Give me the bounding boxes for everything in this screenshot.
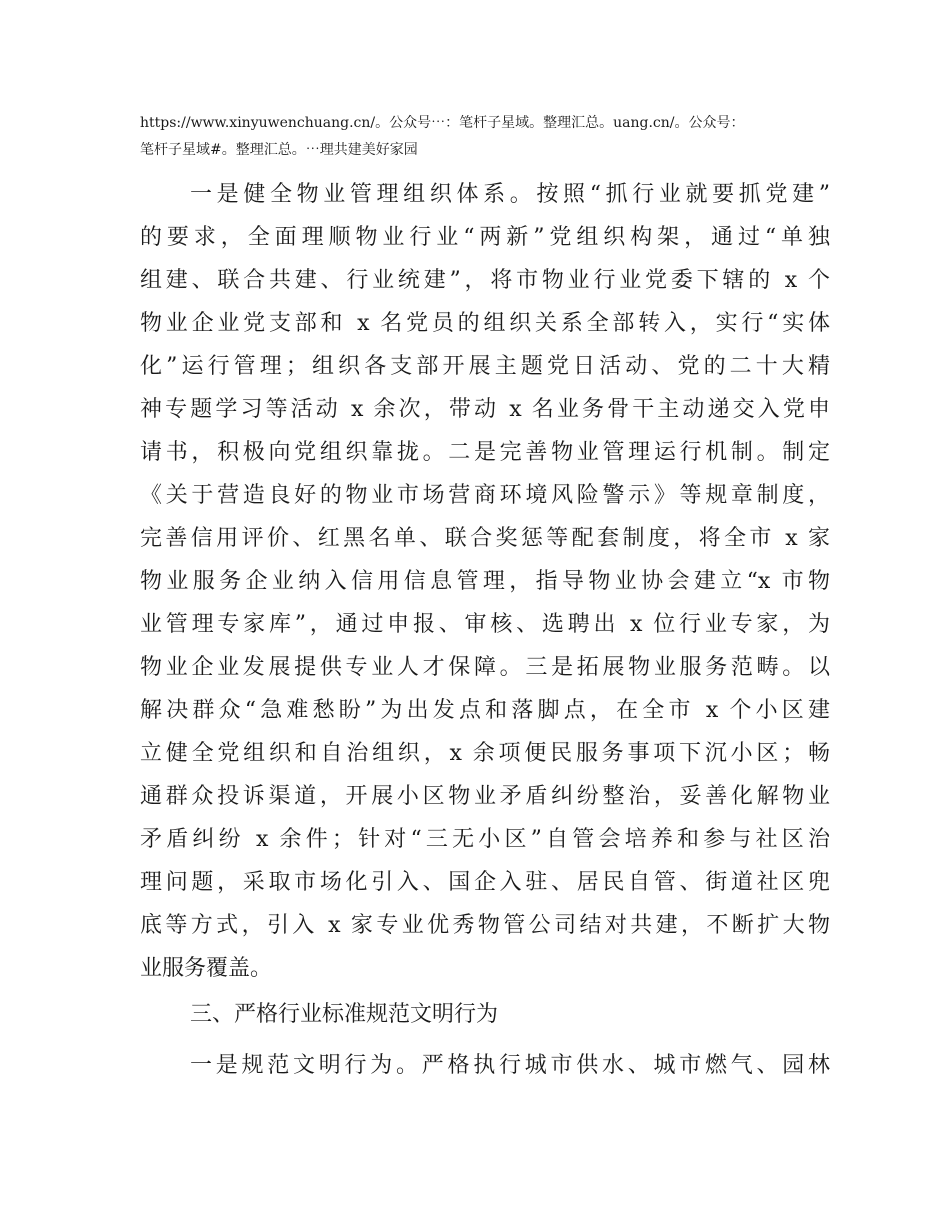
paragraph-line: 《关于营造良好的物业市场营商环境风险警示》等规章制度， xyxy=(140,483,830,508)
paragraph-line: 完善信用评价、红黑名单、联合奖惩等配套制度，将全市 x 家 xyxy=(140,526,830,551)
paragraph-line: 立健全党组织和自治组织，x 余项便民服务事项下沉小区；畅 xyxy=(140,741,830,766)
paragraph-line: 化”运行管理；组织各支部开展主题党日活动、党的二十大精 xyxy=(140,354,830,379)
paragraph-2-line: 一是规范文明行为。严格执行城市供水、城市燃气、园林 xyxy=(190,1053,830,1078)
paragraph-line: 神专题学习等活动 x 余次，带动 x 名业务骨干主动递交入党申 xyxy=(140,397,830,422)
section-heading: 三、严格行业标准规范文明行为 xyxy=(190,1002,499,1027)
paragraph-line: 矛盾纠纷 x 余件；针对“三无小区”自管会培养和参与社区治 xyxy=(140,827,830,852)
paragraph-line: 底等方式，引入 x 家专业优秀物管公司结对共建，不断扩大物 xyxy=(140,913,830,938)
paragraph-line: 一是健全物业管理组织体系。按照“抓行业就要抓党建” xyxy=(190,182,830,207)
paragraph-line: 通群众投诉渠道，开展小区物业矛盾纠纷整治，妥善化解物业 xyxy=(140,784,830,809)
source-header-line-2: 笔杆子星域#。整理汇总。⋯理共建美好家园 xyxy=(140,142,418,158)
paragraph-line: 业管理专家库”，通过申报、审核、选聘出 x 位行业专家，为 xyxy=(140,612,830,637)
paragraph-line: 物业企业发展提供专业人才保障。三是拓展物业服务范畴。以 xyxy=(140,655,830,680)
paragraph-line: 物业企业党支部和 x 名党员的组织关系全部转入，实行“实体 xyxy=(140,311,830,336)
source-header-line-1: https://www.xinyuwenchuang.cn/。公众号⋯：笔杆子星域。整理汇总。uang.cn/。公众号： xyxy=(140,115,745,131)
paragraph-line: 的要求，全面理顺物业行业“两新”党组织构架，通过“单独 xyxy=(140,225,830,250)
paragraph-line: 解决群众“急难愁盼”为出发点和落脚点，在全市 x 个小区建 xyxy=(140,698,830,723)
paragraph-line: 理问题，采取市场化引入、国企入驻、居民自管、街道社区兜 xyxy=(140,870,830,895)
paragraph-line: 物业服务企业纳入信用信息管理，指导物业协会建立“x 市物 xyxy=(140,569,830,594)
paragraph-line: 组建、联合共建、行业统建”，将市物业行业党委下辖的 x 个 xyxy=(140,268,830,293)
paragraph-line: 业服务覆盖。 xyxy=(140,956,273,981)
paragraph-line: 请书，积极向党组织靠拢。二是完善物业管理运行机制。制定 xyxy=(140,440,830,465)
